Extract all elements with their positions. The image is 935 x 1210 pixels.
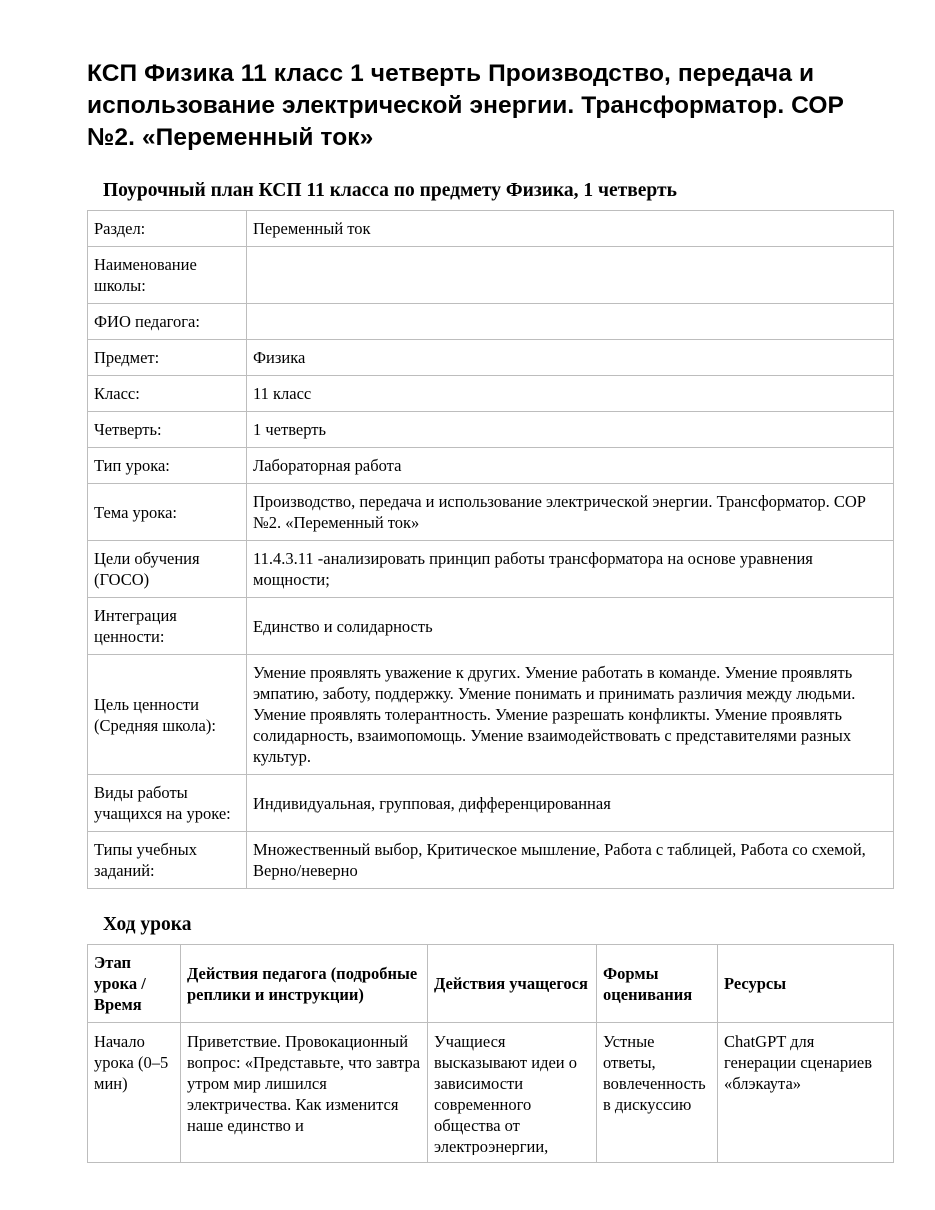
info-value: Множественный выбор, Критическое мышление, Работа с таблицей, Работа со схемой, Верно/неверно xyxy=(247,832,894,889)
info-value xyxy=(247,247,894,304)
lesson-course-table xyxy=(87,944,894,1163)
info-label: Наименование школы: xyxy=(88,247,247,304)
info-label: Четверть: xyxy=(88,412,247,448)
info-label: Типы учебных заданий: xyxy=(88,832,247,889)
info-label: Виды работы учащихся на уроке: xyxy=(88,775,247,832)
header-student-actions: Действия учащегося xyxy=(428,945,597,1023)
info-row-work-types xyxy=(88,775,894,832)
lesson-heading: Ход урока xyxy=(103,914,192,935)
plan-heading: Поурочный план КСП 11 класса по предмету Физика, 1 четверть xyxy=(103,180,677,201)
student-actions-cell: Учащиеся высказывают идеи о зависимости современного общества от электроэнергии, xyxy=(428,1023,597,1163)
header-resources: Ресурсы xyxy=(718,945,894,1023)
info-label: Цель ценности (Средняя школа): xyxy=(88,655,247,775)
info-value: Производство, передача и использование электрической энергии. Трансформатор. СОР №2. «Переменный ток» xyxy=(247,484,894,541)
info-row-subject xyxy=(88,340,894,376)
info-label: ФИО педагога: xyxy=(88,304,247,340)
info-label: Тема урока: xyxy=(88,484,247,541)
info-row-grade xyxy=(88,376,894,412)
info-row-section xyxy=(88,211,894,247)
info-value: Переменный ток xyxy=(247,211,894,247)
info-label: Интеграция ценности: xyxy=(88,598,247,655)
info-label: Тип урока: xyxy=(88,448,247,484)
course-row xyxy=(88,1023,894,1163)
info-label: Класс: xyxy=(88,376,247,412)
info-row-quarter xyxy=(88,412,894,448)
info-row-value-integration xyxy=(88,598,894,655)
info-value xyxy=(247,304,894,340)
teacher-actions-cell: Приветствие. Провокационный вопрос: «Представьте, что завтра утром мир лишился электричества. Как изменится наше единство и xyxy=(181,1023,428,1163)
info-label: Раздел: xyxy=(88,211,247,247)
info-row-lesson-type xyxy=(88,448,894,484)
info-label: Цели обучения (ГОСО) xyxy=(88,541,247,598)
info-value: 1 четверть xyxy=(247,412,894,448)
resources-cell: ChatGPT для генерации сценариев «блэкаута» xyxy=(718,1023,894,1163)
header-assessment: Формы оценивания xyxy=(597,945,718,1023)
info-value: Индивидуальная, групповая, дифференцированная xyxy=(247,775,894,832)
course-header-row xyxy=(88,945,894,1023)
info-value: Умение проявлять уважение к других. Умение работать в команде. Умение проявлять эмпатию, заботу, поддержку. Умение понимать и принимать различия между людьми. Умение проявлять толерантность. Умение разрешать конфликты. Умение проявлять солидарность, взаимопомощь. Умение взаимодействовать с представителями разных культур. xyxy=(247,655,894,775)
lesson-info-table xyxy=(87,210,894,889)
info-row-teacher xyxy=(88,304,894,340)
assessment-cell: Устные ответы, вовлеченность в дискуссию xyxy=(597,1023,718,1163)
info-row-school xyxy=(88,247,894,304)
info-row-task-types xyxy=(88,832,894,889)
header-stage: Этап урока / Время xyxy=(88,945,181,1023)
info-value: Лабораторная работа xyxy=(247,448,894,484)
info-row-value-goal xyxy=(88,655,894,775)
stage-cell: Начало урока (0–5 мин) xyxy=(88,1023,181,1163)
document-title: КСП Физика 11 класс 1 четверть Производство, передача и использование электрической энергии. Трансформатор. СОР №2. «Переменный ток» xyxy=(87,60,844,151)
info-value: Физика xyxy=(247,340,894,376)
info-row-topic xyxy=(88,484,894,541)
header-teacher-actions: Действия педагога (подробные реплики и инструкции) xyxy=(181,945,428,1023)
info-value: 11 класс xyxy=(247,376,894,412)
info-label: Предмет: xyxy=(88,340,247,376)
info-value: 11.4.3.11 -анализировать принцип работы трансформатора на основе уравнения мощности; xyxy=(247,541,894,598)
info-value: Единство и солидарность xyxy=(247,598,894,655)
info-row-objectives xyxy=(88,541,894,598)
